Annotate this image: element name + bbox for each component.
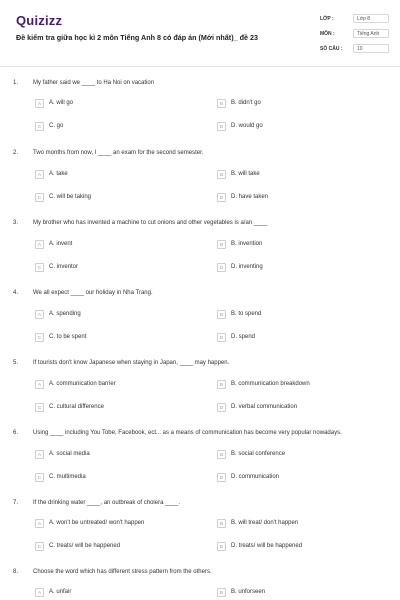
option-letter-box: B xyxy=(217,380,226,389)
question-text: My father said we ____ to Ha Noi on vacation xyxy=(33,80,155,86)
question-text: We all expect ____ our holiday in Nha Trang. xyxy=(33,290,153,296)
option-letter-box: A xyxy=(35,99,44,108)
option-text: B. will take xyxy=(231,171,260,177)
question-number: 3. xyxy=(13,220,19,226)
option-letter-box: B xyxy=(217,310,226,319)
meta-value: Lớp 8 xyxy=(353,14,389,23)
option-letter-box: B xyxy=(217,519,226,528)
meta-label: SỐ CÂU : xyxy=(320,46,343,52)
question-text: If tourists don't know Japanese when staying in Japan, ____ may happen. xyxy=(33,360,230,366)
option-letter-box: B xyxy=(217,170,226,179)
option-letter-box: C xyxy=(35,542,44,551)
option-letter-box: C xyxy=(35,333,44,342)
meta-value: Tiếng Anh xyxy=(353,29,389,38)
option-text: C. treats/ will be happened xyxy=(49,543,121,549)
worksheet-title: Đề kiểm tra giữa học kì 2 môn Tiếng Anh 8 có đáp án (Mới nhất)_ đề 23 xyxy=(16,33,258,42)
meta-label: LỚP : xyxy=(320,16,334,22)
option-text: B. will treat/ don't happen xyxy=(231,520,299,526)
option-letter-box: C xyxy=(35,122,44,131)
option-letter-box: D xyxy=(217,122,226,131)
option-text: A. won't be untreated/ won't happen xyxy=(49,520,145,526)
option-text: B. didn't go xyxy=(231,100,261,106)
option-text: A. communication barrier xyxy=(49,381,116,387)
option-text: C. cultural difference xyxy=(49,404,104,410)
question-number: 7. xyxy=(13,500,19,506)
option-letter-box: C xyxy=(35,473,44,482)
option-text: A. social media xyxy=(49,451,90,457)
option-letter-box: D xyxy=(217,263,226,272)
option-letter-box: B xyxy=(217,240,226,249)
option-text: D. spend xyxy=(231,334,256,340)
question-number: 6. xyxy=(13,430,19,436)
option-text: A. spending xyxy=(49,311,81,317)
option-letter-box: C xyxy=(35,263,44,272)
option-text: D. have taken xyxy=(231,194,269,200)
option-text: D. treats/ will be happened xyxy=(231,543,303,549)
option-letter-box: C xyxy=(35,403,44,412)
question-text: Choose the word which has different stress pattern from the others. xyxy=(33,569,212,575)
option-text: C. go xyxy=(49,123,64,129)
option-text: D. inventing xyxy=(231,264,263,270)
option-letter-box: A xyxy=(35,380,44,389)
option-text: B. communication breakdown xyxy=(231,381,310,387)
question-number: 1. xyxy=(13,80,19,86)
question-number: 8. xyxy=(13,569,19,575)
option-text: C. to be spent xyxy=(49,334,87,340)
option-letter-box: B xyxy=(217,450,226,459)
option-text: A. will go xyxy=(49,100,74,106)
question-number: 4. xyxy=(13,290,19,296)
option-text: D. would go xyxy=(231,123,263,129)
meta-row-class xyxy=(320,14,390,26)
header-divider xyxy=(0,66,400,67)
meta-label: MÔN : xyxy=(320,31,335,37)
option-letter-box: D xyxy=(217,403,226,412)
option-letter-box: A xyxy=(35,310,44,319)
option-text: C. will be taking xyxy=(49,194,92,200)
option-letter-box: B xyxy=(217,99,226,108)
option-text: A. unfair xyxy=(49,589,72,595)
meta-value: 10 xyxy=(353,44,389,53)
option-text: B. social conference xyxy=(231,451,286,457)
option-text: C. multimedia xyxy=(49,474,86,480)
option-letter-box: C xyxy=(35,193,44,202)
option-letter-box: A xyxy=(35,519,44,528)
option-text: A. take xyxy=(49,171,68,177)
question-number: 5. xyxy=(13,360,19,366)
option-letter-box: A xyxy=(35,450,44,459)
meta-row-count xyxy=(320,44,390,56)
option-letter-box: A xyxy=(35,170,44,179)
option-text: A. invent xyxy=(49,241,73,247)
option-letter-box: A xyxy=(35,240,44,249)
worksheet-header xyxy=(0,0,400,66)
option-text: B. unforseen xyxy=(231,589,266,595)
option-text: B. invention xyxy=(231,241,263,247)
option-letter-box: A xyxy=(35,588,44,597)
question-text: If the drinking water ____, an outbreak of cholera ____. xyxy=(33,500,181,506)
option-text: B. to spend xyxy=(231,311,262,317)
option-letter-box: D xyxy=(217,542,226,551)
meta-row-subject xyxy=(320,29,390,41)
option-letter-box: D xyxy=(217,333,226,342)
question-text: Two months from now, I ____ an exam for the second semester. xyxy=(33,150,204,156)
quizizz-logo: Quizizz xyxy=(16,13,63,28)
question-text: Using ____ including You Tobe, Facebook, ect... as a means of communication has become very popular nowadays. xyxy=(33,430,342,436)
option-letter-box: D xyxy=(217,473,226,482)
option-text: D. verbal communication xyxy=(231,404,298,410)
question-text: My brother who has invented a machine to cut onions and other vegetables is a/an ____ xyxy=(33,220,268,226)
question-number: 2. xyxy=(13,150,19,156)
option-letter-box: D xyxy=(217,193,226,202)
option-letter-box: B xyxy=(217,588,226,597)
option-text: C. inventor xyxy=(49,264,79,270)
option-text: D. communication xyxy=(231,474,280,480)
